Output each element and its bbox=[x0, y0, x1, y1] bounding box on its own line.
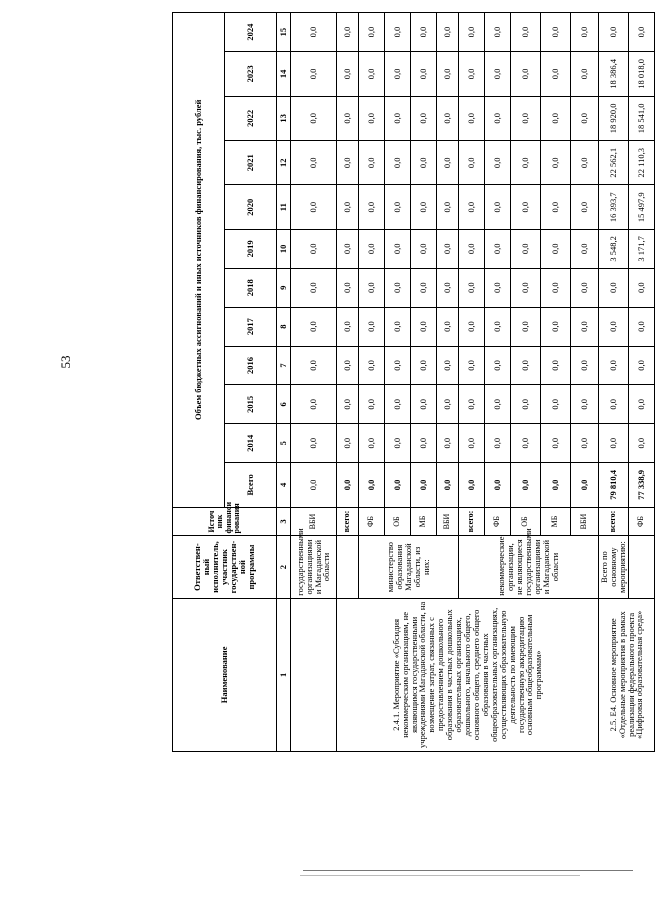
value-cell: 0,0 bbox=[411, 13, 437, 52]
column-number: 8 bbox=[277, 307, 291, 346]
value-cell: 0,0 bbox=[411, 268, 437, 307]
value-cell: 0,0 bbox=[511, 268, 541, 307]
value-cell: 0,0 bbox=[629, 13, 655, 52]
value-cell: 0,0 bbox=[629, 346, 655, 385]
value-cell: 0,0 bbox=[359, 229, 385, 268]
value-cell: 0,0 bbox=[599, 424, 629, 463]
value-cell: 0,0 bbox=[291, 307, 337, 346]
value-cell: 0,0 bbox=[485, 346, 511, 385]
value-cell: 3 171,7 bbox=[629, 229, 655, 268]
value-cell: 0,0 bbox=[571, 307, 599, 346]
value-cell: 0,0 bbox=[571, 96, 599, 140]
value-cell: 0,0 bbox=[291, 346, 337, 385]
value-cell: 0,0 bbox=[359, 346, 385, 385]
value-cell: 0,0 bbox=[485, 185, 511, 229]
value-cell: 0,0 bbox=[485, 96, 511, 140]
value-cell: 0,0 bbox=[359, 52, 385, 96]
value-cell: 0,0 bbox=[385, 424, 411, 463]
value-cell: 0,0 bbox=[511, 141, 541, 185]
header-executor: Ответствен-ный исполнитель, участник государствен-ной программы bbox=[173, 536, 277, 598]
column-number: 9 bbox=[277, 268, 291, 307]
column-number: 5 bbox=[277, 424, 291, 463]
column-number: 13 bbox=[277, 96, 291, 140]
value-cell: 18 386,4 bbox=[599, 52, 629, 96]
value-cell: 0,0 bbox=[437, 463, 459, 507]
value-cell: 0,0 bbox=[291, 268, 337, 307]
value-cell: 0,0 bbox=[511, 385, 541, 424]
value-cell: 0,0 bbox=[411, 424, 437, 463]
header-year: 2018 bbox=[225, 268, 277, 307]
value-cell: 79 810,4 bbox=[599, 463, 629, 507]
row-source: МБ bbox=[541, 507, 571, 536]
row-executor bbox=[629, 536, 655, 598]
value-cell: 0,0 bbox=[599, 385, 629, 424]
header-year: 2024 bbox=[225, 13, 277, 52]
value-cell: 0,0 bbox=[599, 346, 629, 385]
value-cell: 0,0 bbox=[291, 424, 337, 463]
row-name bbox=[291, 598, 337, 751]
row-source: ВБИ bbox=[291, 507, 337, 536]
value-cell: 0,0 bbox=[385, 229, 411, 268]
value-cell: 0,0 bbox=[437, 52, 459, 96]
row-source: ФБ bbox=[629, 507, 655, 536]
value-cell: 0,0 bbox=[459, 96, 485, 140]
value-cell: 0,0 bbox=[291, 185, 337, 229]
value-cell: 0,0 bbox=[629, 424, 655, 463]
value-cell: 0,0 bbox=[485, 52, 511, 96]
row-executor bbox=[337, 536, 359, 598]
value-cell: 0,0 bbox=[437, 185, 459, 229]
value-cell: 0,0 bbox=[385, 185, 411, 229]
value-cell: 0,0 bbox=[485, 229, 511, 268]
footer-divider bbox=[300, 875, 580, 876]
value-cell: 0,0 bbox=[337, 229, 359, 268]
value-cell: 0,0 bbox=[511, 96, 541, 140]
column-number: 15 bbox=[277, 13, 291, 52]
value-cell: 0,0 bbox=[511, 424, 541, 463]
value-cell: 0,0 bbox=[385, 346, 411, 385]
value-cell: 0,0 bbox=[411, 463, 437, 507]
value-cell: 0,0 bbox=[459, 141, 485, 185]
column-number: 10 bbox=[277, 229, 291, 268]
value-cell: 0,0 bbox=[411, 346, 437, 385]
value-cell: 0,0 bbox=[459, 307, 485, 346]
row-source: всего: bbox=[459, 507, 485, 536]
value-cell: 0,0 bbox=[385, 463, 411, 507]
row-source: ОБ bbox=[511, 507, 541, 536]
value-cell: 15 497,9 bbox=[629, 185, 655, 229]
value-cell: 0,0 bbox=[437, 268, 459, 307]
value-cell: 0,0 bbox=[291, 96, 337, 140]
value-cell: 0,0 bbox=[437, 229, 459, 268]
row-name: 2.5. Е4. Основное мероприятие «Отдельные мероприятия в рамках реализации федерального проекта «Цифровая образовательная среда» bbox=[599, 598, 655, 751]
value-cell: 0,0 bbox=[571, 463, 599, 507]
value-cell: 0,0 bbox=[541, 307, 571, 346]
value-cell: 22 562,1 bbox=[599, 141, 629, 185]
value-cell: 0,0 bbox=[541, 424, 571, 463]
value-cell: 0,0 bbox=[459, 185, 485, 229]
column-number: 6 bbox=[277, 385, 291, 424]
value-cell: 0,0 bbox=[459, 424, 485, 463]
value-cell: 0,0 bbox=[411, 141, 437, 185]
value-cell: 0,0 bbox=[485, 385, 511, 424]
header-name: Наименование bbox=[173, 598, 277, 751]
value-cell: 0,0 bbox=[337, 385, 359, 424]
row-executor: Всего по основному мероприятию: bbox=[599, 536, 629, 598]
value-cell: 0,0 bbox=[359, 96, 385, 140]
value-cell: 0,0 bbox=[459, 229, 485, 268]
value-cell: 0,0 bbox=[511, 229, 541, 268]
value-cell: 0,0 bbox=[541, 385, 571, 424]
value-cell: 0,0 bbox=[459, 385, 485, 424]
value-cell: 0,0 bbox=[459, 268, 485, 307]
value-cell: 3 548,2 bbox=[599, 229, 629, 268]
value-cell: 0,0 bbox=[511, 185, 541, 229]
footer-divider bbox=[303, 870, 633, 871]
value-cell: 0,0 bbox=[337, 424, 359, 463]
value-cell: 0,0 bbox=[385, 307, 411, 346]
value-cell: 0,0 bbox=[599, 13, 629, 52]
value-cell: 0,0 bbox=[291, 141, 337, 185]
value-cell: 0,0 bbox=[599, 307, 629, 346]
value-cell: 18 920,0 bbox=[599, 96, 629, 140]
value-cell: 77 338,9 bbox=[629, 463, 655, 507]
header-funding-group: Объем бюджетных ассигнований и иных источников финансирования, тыс. рублей bbox=[173, 13, 225, 508]
value-cell: 0,0 bbox=[571, 385, 599, 424]
value-cell: 0,0 bbox=[337, 185, 359, 229]
value-cell: 0,0 bbox=[541, 96, 571, 140]
value-cell: 0,0 bbox=[541, 346, 571, 385]
value-cell: 0,0 bbox=[437, 385, 459, 424]
value-cell: 0,0 bbox=[459, 463, 485, 507]
header-year: 2016 bbox=[225, 346, 277, 385]
row-source: ОБ bbox=[385, 507, 411, 536]
column-number: 11 bbox=[277, 185, 291, 229]
value-cell: 0,0 bbox=[571, 268, 599, 307]
value-cell: 0,0 bbox=[629, 307, 655, 346]
value-cell: 0,0 bbox=[411, 96, 437, 140]
value-cell: 0,0 bbox=[571, 52, 599, 96]
row-name: 2.4.1. Мероприятие «Субсидия некоммерческим организациям, не являющимся государственными учреждениями Магаданской области, на возмещение затрат, связанных с предоставлением дошкольного образования в частных дошкольных образовательных организациях, дошкольного, начального общего, основного общего, среднего общего образования в частных общеобразовательных организациях, осуществляющих образовательную деятельность по имеющим государственную аккредитацию основным общеобразовательным программам» bbox=[337, 598, 599, 751]
value-cell: 0,0 bbox=[437, 307, 459, 346]
value-cell: 0,0 bbox=[291, 52, 337, 96]
value-cell: 0,0 bbox=[511, 52, 541, 96]
value-cell: 0,0 bbox=[485, 424, 511, 463]
value-cell: 0,0 bbox=[511, 13, 541, 52]
value-cell: 0,0 bbox=[485, 307, 511, 346]
value-cell: 0,0 bbox=[541, 268, 571, 307]
value-cell: 18 018,0 bbox=[629, 52, 655, 96]
value-cell: 0,0 bbox=[337, 463, 359, 507]
header-year: 2022 bbox=[225, 96, 277, 140]
value-cell: 0,0 bbox=[541, 185, 571, 229]
value-cell: 0,0 bbox=[629, 385, 655, 424]
value-cell: 0,0 bbox=[291, 13, 337, 52]
header-year: 2023 bbox=[225, 52, 277, 96]
value-cell: 0,0 bbox=[541, 141, 571, 185]
row-source: ФБ bbox=[485, 507, 511, 536]
value-cell: 0,0 bbox=[571, 13, 599, 52]
value-cell: 0,0 bbox=[411, 52, 437, 96]
header-year: 2019 bbox=[225, 229, 277, 268]
value-cell: 0,0 bbox=[485, 13, 511, 52]
value-cell: 0,0 bbox=[359, 307, 385, 346]
value-cell: 0,0 bbox=[459, 52, 485, 96]
header-year: 2014 bbox=[225, 424, 277, 463]
rotated-table-wrapper bbox=[172, 12, 647, 752]
value-cell: 0,0 bbox=[571, 141, 599, 185]
header-year: 2017 bbox=[225, 307, 277, 346]
value-cell: 0,0 bbox=[459, 346, 485, 385]
value-cell: 0,0 bbox=[541, 463, 571, 507]
value-cell: 0,0 bbox=[599, 268, 629, 307]
value-cell: 0,0 bbox=[291, 229, 337, 268]
row-source: ФБ bbox=[359, 507, 385, 536]
value-cell: 0,0 bbox=[411, 229, 437, 268]
value-cell: 0,0 bbox=[337, 307, 359, 346]
value-cell: 0,0 bbox=[337, 52, 359, 96]
value-cell: 0,0 bbox=[359, 185, 385, 229]
value-cell: 0,0 bbox=[291, 463, 337, 507]
value-cell: 0,0 bbox=[511, 463, 541, 507]
row-executor: государственными организациями и Магаданской области bbox=[291, 536, 337, 598]
value-cell: 22 110,3 bbox=[629, 141, 655, 185]
value-cell: 0,0 bbox=[385, 13, 411, 52]
header-year: 2020 bbox=[225, 185, 277, 229]
row-source: всего: bbox=[599, 507, 629, 536]
column-number: 3 bbox=[277, 507, 291, 536]
row-executor: некоммерческие организации, не являющиеся государственными организациями и Магаданской области bbox=[459, 536, 599, 598]
value-cell: 18 541,0 bbox=[629, 96, 655, 140]
row-source: МБ bbox=[411, 507, 437, 536]
header-year: 2021 bbox=[225, 141, 277, 185]
value-cell: 0,0 bbox=[437, 96, 459, 140]
value-cell: 0,0 bbox=[571, 229, 599, 268]
value-cell: 0,0 bbox=[337, 268, 359, 307]
value-cell: 0,0 bbox=[437, 424, 459, 463]
value-cell: 0,0 bbox=[411, 185, 437, 229]
value-cell: 0,0 bbox=[437, 13, 459, 52]
value-cell: 0,0 bbox=[437, 141, 459, 185]
value-cell: 0,0 bbox=[359, 268, 385, 307]
value-cell: 0,0 bbox=[571, 424, 599, 463]
value-cell: 0,0 bbox=[411, 385, 437, 424]
column-number: 2 bbox=[277, 536, 291, 598]
column-number: 14 bbox=[277, 52, 291, 96]
value-cell: 0,0 bbox=[359, 385, 385, 424]
column-number: 12 bbox=[277, 141, 291, 185]
value-cell: 0,0 bbox=[359, 424, 385, 463]
value-cell: 0,0 bbox=[385, 141, 411, 185]
value-cell: 0,0 bbox=[411, 307, 437, 346]
row-source: ВБИ bbox=[437, 507, 459, 536]
value-cell: 0,0 bbox=[571, 185, 599, 229]
value-cell: 0,0 bbox=[359, 463, 385, 507]
value-cell: 0,0 bbox=[385, 96, 411, 140]
value-cell: 0,0 bbox=[385, 52, 411, 96]
row-executor: министерство образования Магаданской области, из них: bbox=[359, 536, 459, 598]
value-cell: 0,0 bbox=[485, 463, 511, 507]
value-cell: 0,0 bbox=[385, 385, 411, 424]
value-cell: 0,0 bbox=[571, 346, 599, 385]
column-number: 1 bbox=[277, 598, 291, 751]
value-cell: 0,0 bbox=[485, 268, 511, 307]
value-cell: 16 393,7 bbox=[599, 185, 629, 229]
value-cell: 0,0 bbox=[511, 346, 541, 385]
value-cell: 0,0 bbox=[337, 346, 359, 385]
value-cell: 0,0 bbox=[291, 385, 337, 424]
value-cell: 0,0 bbox=[541, 229, 571, 268]
column-number: 7 bbox=[277, 346, 291, 385]
header-total: Всего bbox=[225, 463, 277, 507]
page-number: 53 bbox=[58, 355, 73, 369]
value-cell: 0,0 bbox=[337, 96, 359, 140]
value-cell: 0,0 bbox=[337, 141, 359, 185]
value-cell: 0,0 bbox=[337, 13, 359, 52]
header-year: 2015 bbox=[225, 385, 277, 424]
value-cell: 0,0 bbox=[359, 13, 385, 52]
value-cell: 0,0 bbox=[359, 141, 385, 185]
funding-table bbox=[172, 12, 655, 752]
value-cell: 0,0 bbox=[385, 268, 411, 307]
row-source: всего: bbox=[337, 507, 359, 536]
value-cell: 0,0 bbox=[437, 346, 459, 385]
value-cell: 0,0 bbox=[629, 268, 655, 307]
row-source: ВБИ bbox=[571, 507, 599, 536]
value-cell: 0,0 bbox=[459, 13, 485, 52]
header-source: Источ ник финанси рования bbox=[173, 507, 277, 536]
value-cell: 0,0 bbox=[541, 13, 571, 52]
value-cell: 0,0 bbox=[485, 141, 511, 185]
value-cell: 0,0 bbox=[541, 52, 571, 96]
column-number: 4 bbox=[277, 463, 291, 507]
value-cell: 0,0 bbox=[511, 307, 541, 346]
